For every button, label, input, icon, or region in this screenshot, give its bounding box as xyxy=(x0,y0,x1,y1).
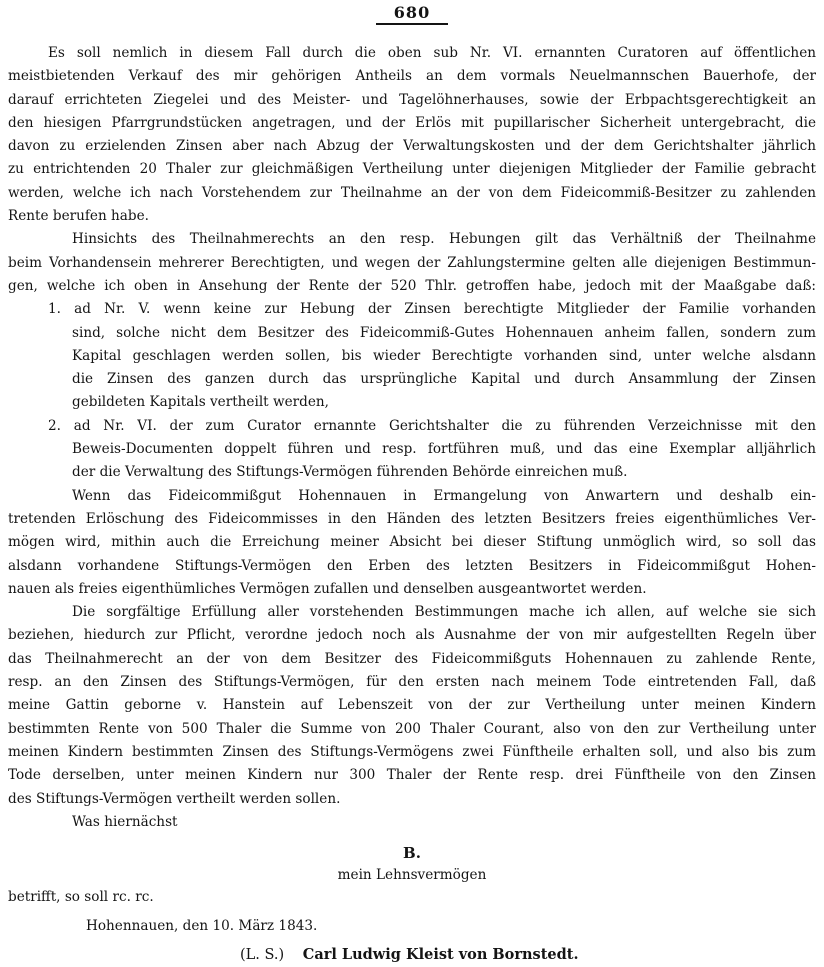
text-line: resp. an den Zinsen des Stiftungs-Vermögen, für den ersten nach meinem Tode eintretenden Fall, daß xyxy=(8,674,816,691)
text-line: 2. ad Nr. VI. der zum Curator ernannte Gerichtshalter die zu führenden Verzeichnisse mit den xyxy=(48,417,816,434)
section-title: mein Lehnsvermögen xyxy=(337,867,487,884)
text-line: beim Vorhandensein mehrerer Berechtigten, und wegen der Zahlungstermine gelten alle diejenigen Bestimmun- xyxy=(8,254,816,271)
text-line: meinen Kindern bestimmten Zinsen des Stiftungs-Vermögens zwei Fünftheile erhalten soll, und also bis zum xyxy=(8,743,816,760)
text-line: Die sorgfältige Erfüllung aller vorstehenden Bestimmungen mache ich allen, auf welche sie sich xyxy=(72,604,816,621)
text-line: Wenn das Fideicommißgut Hohennauen in Ermangelung von Anwartern und deshalb ein- xyxy=(72,487,816,504)
text-line: gen, welche ich oben in Ansehung der Rente der 520 Thlr. getroffen habe, jedoch mit der Maaßgabe daß: xyxy=(8,277,816,294)
text-line: 1. ad Nr. V. wenn keine zur Hebung der Zinsen berechtigte Mitglieder der Familie vorhanden xyxy=(48,301,816,318)
paragraph-5: Was hiernächst xyxy=(72,813,178,830)
text-line: Tode derselben, unter meinen Kindern nur 300 Thaler der Rente resp. drei Fünftheile von den Zinsen xyxy=(8,767,816,784)
signature-block xyxy=(8,943,816,967)
signature-name: Carl Ludwig Kleist von Bornstedt. xyxy=(302,945,579,963)
text-line: die Zinsen des ganzen durch das ursprüngliche Kapital und durch Ansammlung der Zinsen xyxy=(72,371,816,388)
text-line: nauen als freies eigenthümliches Vermögen zufallen und denselben ausgeantwortet werden. xyxy=(8,580,647,597)
text-line: alsdann vorhandene Stiftungs-Vermögen den Erben des letzten Besitzers in Fideicommißgut Hohen- xyxy=(8,557,816,574)
document-body xyxy=(8,42,816,967)
text-line: den hiesigen Pfarrgrundstücken angetragen, und der Erlös mit pupillarischer Sicherheit untergebracht, die xyxy=(8,114,816,131)
place-date: Hohennauen, den 10. März 1843. xyxy=(86,918,318,935)
paragraph-4 xyxy=(8,601,816,811)
text-line: mögen wird, mithin auch die Erreichung meiner Absicht bei dieser Stiftung unmöglich wird, so soll das xyxy=(8,534,816,551)
text-line: Hinsichts des Theilnahmerechts an den resp. Hebungen gilt das Verhältniß der Theilnahme xyxy=(72,231,816,248)
text-line: der die Verwaltung des Stiftungs-Vermögen führenden Behörde einreichen muß. xyxy=(72,464,628,481)
text-line: sind, solche nicht dem Besitzer des Fideicommiß-Gutes Hohennauen anheim fallen, sondern zum xyxy=(72,324,816,341)
list-item-2 xyxy=(8,415,816,485)
paragraph-2 xyxy=(8,228,816,298)
text-line: Rente berufen habe. xyxy=(8,208,149,225)
text-line: meine Gattin geborne v. Hanstein auf Lebenszeit von der zur Vertheilung unter meinen Kindern xyxy=(8,697,816,714)
text-line: gebildeten Kapitals vertheilt werden, xyxy=(72,394,329,411)
text-line: Beweis-Documenten doppelt führen und resp. fortführen muß, und das eine Exemplar alljährlich xyxy=(72,441,816,458)
text-line: Kapital geschlagen werden sollen, bis wieder Berechtigte vorhanden sind, unter welche alsdann xyxy=(72,347,816,364)
text-line: tretenden Erlöschung des Fideicommisses in den Händen des letzten Besitzers freies eigenthümliches Ver- xyxy=(8,510,816,527)
paragraph-3 xyxy=(8,485,816,601)
text-line: davon zu erzielenden Zinsen aber nach Abzug der Verwaltungskosten und der dem Gerichtshalter jährlich xyxy=(8,138,816,155)
text-line: meistbietenden Verkauf des mir gehörigen Antheils an dem vormals Neuelmannschen Bauerhofe, der xyxy=(8,68,816,85)
page-number-text: 680 xyxy=(376,3,448,25)
text-line: darauf errichteten Ziegelei und des Meister- und Tagelöhnerhauses, sowie der Erbpachtsgerechtigkeit an xyxy=(8,91,816,108)
list-item-1 xyxy=(8,298,816,414)
text-line: werden, welche ich nach Vorstehendem zur Theilnahme an der von dem Fideicommiß-Besitzer zu zahlenden xyxy=(8,184,816,201)
text-line: Es soll nemlich in diesem Fall durch die oben sub Nr. VI. ernannten Curatoren auf öffentlichen xyxy=(48,45,816,61)
text-line: bestimmten Rente von 500 Thaler die Summe von 200 Thaler Courant, also von den zur Vertheilung unter xyxy=(8,720,816,737)
concerns-line: betrifft, so soll rc. rc. xyxy=(8,889,154,906)
text-line: beziehen, hiedurch zur Pflicht, verordne jedoch noch als Ausnahme der von mir aufgestellten Regeln über xyxy=(8,627,816,644)
text-line: des Stiftungs-Vermögen vertheilt werden sollen. xyxy=(8,790,341,807)
seal-mark: (L. S.) xyxy=(240,946,285,963)
page-number xyxy=(0,3,824,22)
text-line: das Theilnahmerecht an der von dem Besitzer des Fideicommißguts Hohennauen zu zahlende Rente, xyxy=(8,650,816,667)
paragraph-1 xyxy=(8,42,816,228)
section-letter: B. xyxy=(403,844,421,863)
text-line: zu entrichtenden 20 Thaler zur gleichmäßigen Vertheilung unter diejenigen Mitglieder der Familie gebracht xyxy=(8,161,816,178)
